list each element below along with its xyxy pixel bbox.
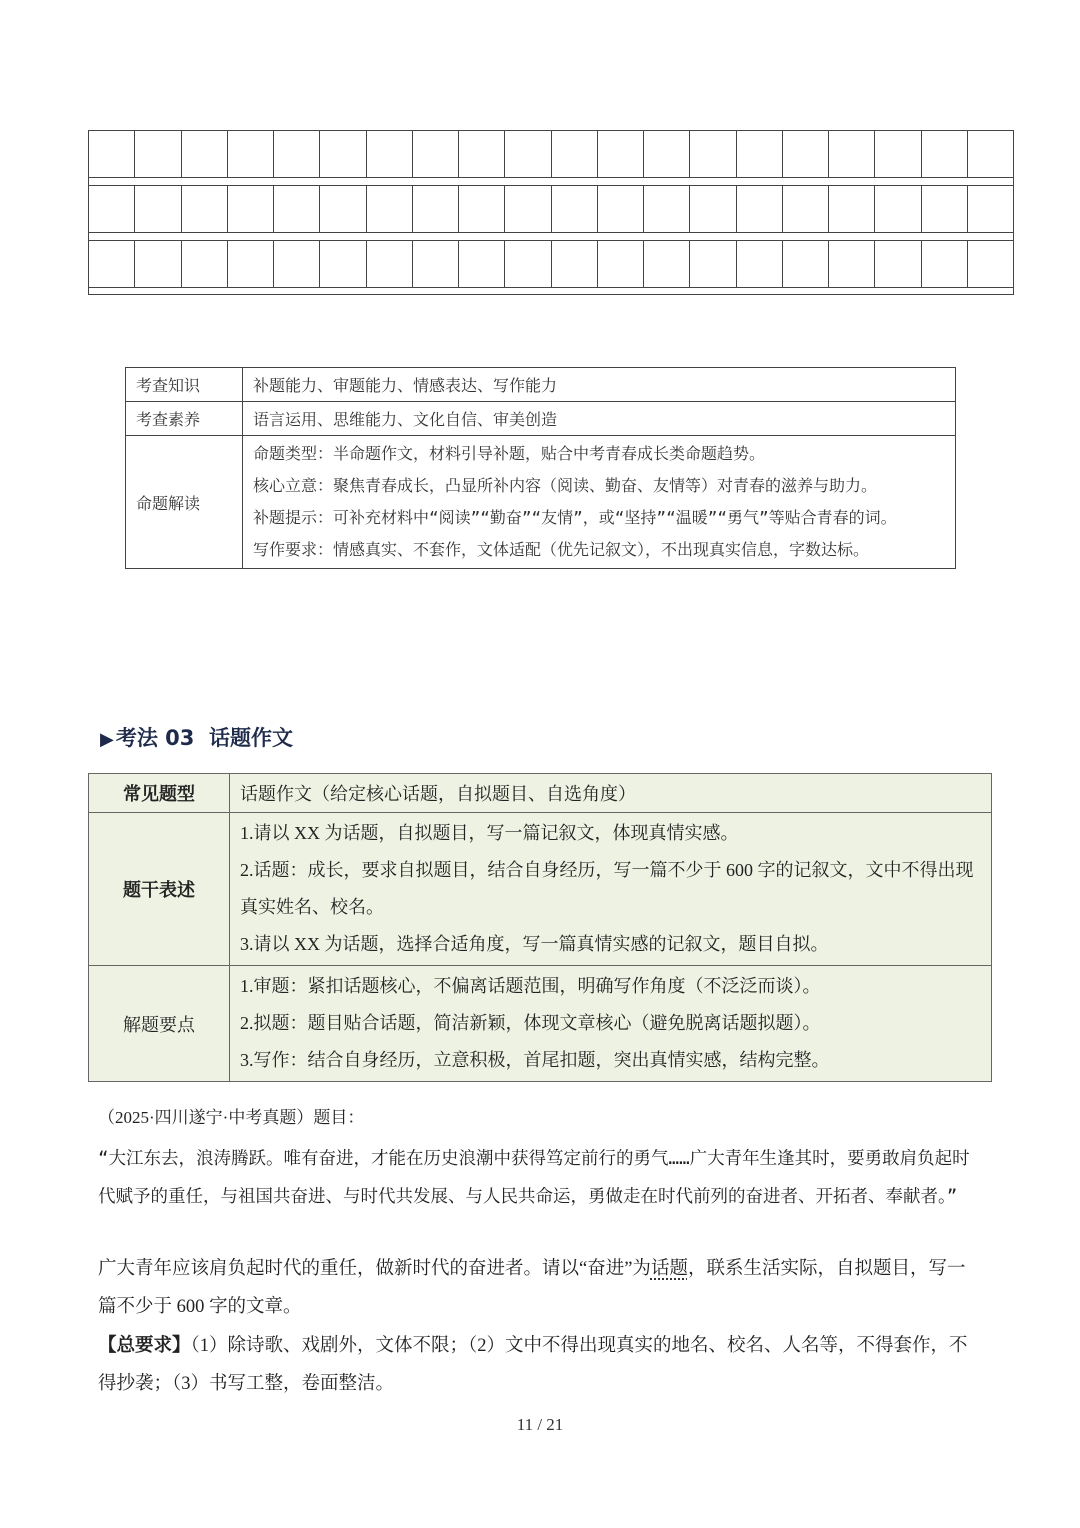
grid-cell bbox=[182, 240, 228, 287]
table-row bbox=[126, 368, 956, 402]
grid-cell bbox=[505, 240, 551, 287]
grid-cell bbox=[598, 130, 644, 177]
stem-line: 3.请以 XX 为话题，选择合适角度，写一篇真情实感的记叙文，题目自拟。 bbox=[240, 934, 829, 954]
grid-cell bbox=[737, 185, 783, 232]
grid-spacer bbox=[88, 232, 1014, 240]
table-row bbox=[89, 966, 992, 1082]
grid-cell bbox=[135, 185, 181, 232]
type-value: 话题作文（给定核心话题，自拟题目、自选角度） bbox=[230, 774, 992, 813]
grid-cell bbox=[274, 185, 320, 232]
grid-cell bbox=[89, 240, 135, 287]
example-requirements bbox=[98, 1327, 982, 1403]
writing-grid bbox=[88, 130, 1014, 295]
grid-cell bbox=[783, 130, 829, 177]
grid-cell bbox=[320, 240, 366, 287]
grid-cell bbox=[320, 130, 366, 177]
grid-cell bbox=[922, 185, 968, 232]
example-task bbox=[98, 1250, 982, 1326]
table-row bbox=[89, 813, 992, 966]
grid-cell bbox=[228, 185, 274, 232]
grid-cell bbox=[182, 130, 228, 177]
grid-cell bbox=[320, 185, 366, 232]
grid-cell bbox=[875, 240, 921, 287]
grid-cell bbox=[690, 185, 736, 232]
grid-spacer bbox=[88, 177, 1014, 185]
example-quote: “大江东去，浪涛腾跃。唯有奋进，才能在历史浪潮中获得笃定前行的勇气……广大青年生逢其时，要勇敢肩负起时代赋予的重任，与祖国共奋进、与时代共发展、与人民共命运，勇做走在时代前列的奋进者、开拓者、奉献者。” bbox=[98, 1149, 970, 1207]
grid-cell bbox=[505, 185, 551, 232]
grid-cell bbox=[459, 130, 505, 177]
grid-cell bbox=[228, 240, 274, 287]
grid-cell bbox=[644, 240, 690, 287]
example-source: （2025·四川遂宁·中考真题）题目： bbox=[98, 1108, 365, 1127]
grid-cell bbox=[459, 185, 505, 232]
grid-cell bbox=[690, 130, 736, 177]
section-title: 考法 03 话题作文 bbox=[115, 726, 293, 750]
page-number: 11 / 21 bbox=[516, 1415, 564, 1434]
grid-cell bbox=[598, 240, 644, 287]
section-heading bbox=[100, 722, 293, 752]
grid-cell bbox=[644, 130, 690, 177]
task-text: ，联系生活实际，自拟题目，写一篇不少于 600 字的文章。 bbox=[98, 1259, 966, 1317]
grid-cell bbox=[228, 130, 274, 177]
points-line: 3.写作：结合自身经历，立意积极，首尾扣题，突出真情实感，结构完整。 bbox=[240, 1050, 830, 1070]
row-key: 考查素养 bbox=[126, 402, 243, 436]
grid-cell bbox=[135, 240, 181, 287]
grid-cell bbox=[922, 240, 968, 287]
row-value: 语言运用、思维能力、文化自信、审美创造 bbox=[243, 402, 956, 436]
row-key: 考查知识 bbox=[126, 368, 243, 402]
grid-cell bbox=[274, 130, 320, 177]
task-emphasis: 话题 bbox=[650, 1259, 688, 1279]
grid-row bbox=[88, 130, 1014, 177]
grid-cell bbox=[182, 185, 228, 232]
grid-cell bbox=[367, 130, 413, 177]
grid-cell bbox=[598, 185, 644, 232]
grid-cell bbox=[783, 240, 829, 287]
points-cell bbox=[230, 966, 992, 1082]
grid-cell bbox=[875, 130, 921, 177]
grid-cell bbox=[552, 185, 598, 232]
grid-cell bbox=[459, 240, 505, 287]
row-key: 命题解读 bbox=[126, 436, 243, 569]
points-line: 1.审题：紧扣话题核心，不偏离话题范围，明确写作角度（不泛泛而谈）。 bbox=[240, 976, 821, 996]
grid-cell bbox=[875, 185, 921, 232]
row-value: 补题能力、审题能力、情感表达、写作能力 bbox=[243, 368, 956, 402]
grid-cell bbox=[644, 185, 690, 232]
grid-cell bbox=[829, 240, 875, 287]
interpretation-line: 命题类型：半命题作文，材料引导补题，贴合中考青春成长类命题趋势。 bbox=[253, 444, 766, 463]
grid-cell bbox=[829, 130, 875, 177]
grid-cell bbox=[89, 185, 135, 232]
grid-cell bbox=[135, 130, 181, 177]
task-text: 广大青年应该肩负起时代的重任，做新时代的奋进者。请以“奋进”为 bbox=[98, 1259, 651, 1279]
interpretation-line: 核心立意：聚焦青春成长，凸显所补内容（阅读、勤奋、友情等）对青春的滋养与助力。 bbox=[253, 476, 878, 495]
stem-cell bbox=[230, 813, 992, 966]
grid-row bbox=[88, 185, 1014, 232]
grid-cell bbox=[737, 240, 783, 287]
grid-cell bbox=[367, 185, 413, 232]
grid-cell bbox=[89, 130, 135, 177]
stem-key: 题干表述 bbox=[89, 813, 230, 966]
grid-cell bbox=[783, 185, 829, 232]
stem-line: 2.话题：成长，要求自拟题目，结合自身经历，写一篇不少于 600 字的记叙文，文中不得出现真实姓名、校名。 bbox=[240, 860, 974, 917]
grid-cell bbox=[552, 240, 598, 287]
grid-spacer bbox=[88, 287, 1014, 295]
topic-essay-table bbox=[88, 773, 992, 1082]
grid-cell bbox=[737, 130, 783, 177]
grid-cell bbox=[413, 130, 459, 177]
grid-cell bbox=[968, 185, 1014, 232]
triangle-marker-icon: ▶ bbox=[100, 729, 114, 750]
type-key: 常见题型 bbox=[89, 774, 230, 813]
points-line: 2.拟题：题目贴合话题，简洁新颖，体现文章核心（避免脱离话题拟题）。 bbox=[240, 1013, 821, 1033]
points-key: 解题要点 bbox=[89, 966, 230, 1082]
grid-cell bbox=[413, 240, 459, 287]
grid-cell bbox=[968, 130, 1014, 177]
interpretation-line: 补题提示：可补充材料中“阅读”“勤奋”“友情”，或“坚持”“温暖”“勇气”等贴合青春的词。 bbox=[253, 508, 897, 527]
interpretation-line: 写作要求：情感真实、不套作，文体适配（优先记叙文），不出现真实信息，字数达标。 bbox=[253, 540, 870, 559]
table-row bbox=[126, 436, 956, 569]
grid-cell bbox=[367, 240, 413, 287]
table-row bbox=[89, 774, 992, 813]
grid-cell bbox=[505, 130, 551, 177]
requirements-text: （1）除诗歌、戏剧外，文体不限；（2）文中不得出现真实的地名、校名、人名等，不得套作，不得抄袭；（3）书写工整，卷面整洁。 bbox=[98, 1336, 968, 1394]
grid-cell bbox=[274, 240, 320, 287]
requirements-label: 【总要求】 bbox=[98, 1336, 191, 1356]
grid-cell bbox=[922, 130, 968, 177]
grid-cell bbox=[690, 240, 736, 287]
grid-cell bbox=[552, 130, 598, 177]
grid-row bbox=[88, 240, 1014, 287]
interpretation-cell bbox=[243, 436, 956, 569]
analysis-table bbox=[125, 367, 956, 569]
grid-cell bbox=[413, 185, 459, 232]
table-row bbox=[126, 402, 956, 436]
stem-line: 1.请以 XX 为话题，自拟题目，写一篇记叙文，体现真情实感。 bbox=[240, 823, 739, 843]
grid-cell bbox=[829, 185, 875, 232]
grid-cell bbox=[968, 240, 1014, 287]
